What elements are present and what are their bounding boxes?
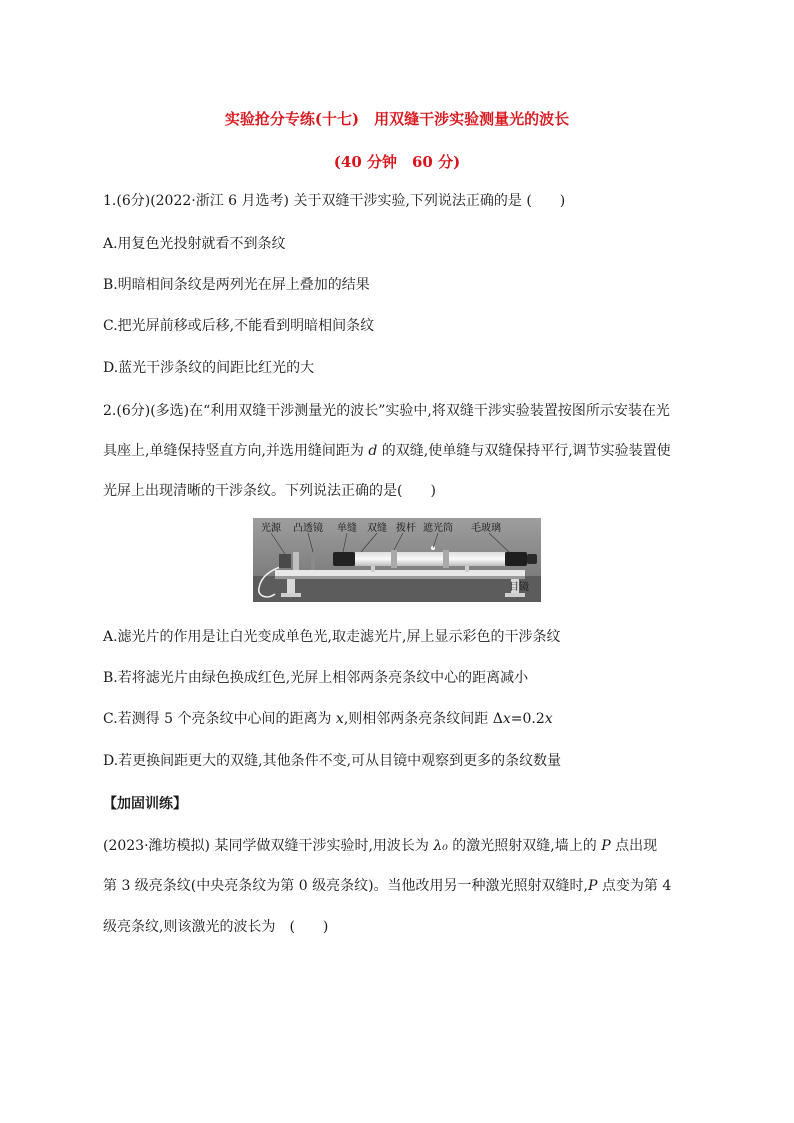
label-light-source: 光源 — [261, 523, 281, 534]
page-title: 实验抢分专练(十七) 用双缝干涉实验测量光的波长 — [224, 110, 570, 128]
label-convex-lens: 凸透镜 — [293, 523, 323, 534]
label-light-shield-tube: 遮光筒 — [423, 523, 453, 534]
question-1-stem: 1.(6分)(2022·浙江 6 月选考) 关于双缝干涉实验,下列说法正确的是 ( ) — [103, 193, 566, 209]
variable-p: P — [601, 838, 611, 854]
label-double-slit: 双缝 — [367, 523, 387, 534]
label-eyepiece: 目镜 — [509, 582, 529, 593]
variable-d: d — [368, 443, 378, 459]
question-2-stem-line-2 — [103, 441, 703, 461]
variable-x: x — [502, 711, 511, 727]
question-3-line-3: 级亮条纹,则该激光的波长为 ( ) — [103, 919, 329, 935]
q2-option-c — [103, 709, 703, 729]
text-segment: 的双缝,使单缝与双缝保持平行,调节实验装置使 — [377, 443, 671, 459]
label-frosted-glass: 毛玻璃 — [471, 523, 501, 534]
text-segment: 点出现 — [610, 838, 658, 854]
text-segment: 具座上,单缝保持竖直方向,并选用缝间距为 — [103, 443, 369, 459]
text-segment: ,则相邻两条亮条纹间距 Δ — [343, 711, 503, 727]
q2-option-d: D.若更换间距更大的双缝,其他条件不变,可从目镜中观察到更多的条纹数量 — [103, 753, 562, 769]
page-subtitle: (40 分钟 60 分) — [333, 153, 461, 171]
text-segment: C.若测得 5 个亮条纹中心间的距离为 — [103, 711, 336, 727]
variable-lambda-0: λ₀ — [433, 838, 448, 854]
question-3-line-1 — [103, 836, 703, 856]
text-segment: 第 3 级亮条纹(中央亮条纹为第 0 级亮条纹)。当他改用另一种激光照射双缝时, — [103, 878, 588, 894]
text-segment: 的激光照射双缝,墙上的 — [447, 838, 602, 854]
q1-option-b: B.明暗相间条纹是两列光在屏上叠加的结果 — [103, 277, 370, 293]
question-2-stem-line-3: 光屏上出现清晰的干涉条纹。下列说法正确的是( ) — [103, 483, 436, 499]
q1-option-a: A.用复色光投射就看不到条纹 — [103, 236, 286, 252]
double-slit-apparatus-photo — [253, 518, 541, 602]
label-lever: 拨杆 — [396, 523, 416, 534]
section-reinforcement-heading: 【加固训练】 — [103, 796, 187, 812]
text-segment: =0.2 — [510, 711, 545, 727]
q2-option-a: A.滤光片的作用是让白光变成单色光,取走滤光片,屏上显示彩色的干涉条纹 — [103, 629, 561, 645]
text-segment: 点变为第 4 — [597, 878, 672, 894]
variable-x: x — [544, 711, 553, 727]
q1-option-d: D.蓝光干涉条纹的间距比红光的大 — [103, 360, 315, 376]
question-2-stem-line-1: 2.(6分)(多选)在“利用双缝干涉测量光的波长”实验中,将双缝干涉实验装置按图所示安装在光 — [103, 403, 670, 419]
variable-x: x — [335, 711, 344, 727]
variable-p: P — [588, 878, 598, 894]
q2-option-b: B.若将滤光片由绿色换成红色,光屏上相邻两条亮条纹中心的距离减小 — [103, 670, 529, 686]
q1-option-c: C.把光屏前移或后移,不能看到明暗相间条纹 — [103, 318, 375, 334]
label-single-slit: 单缝 — [337, 523, 357, 534]
text-segment: (2023·潍坊模拟) 某同学做双缝干涉实验时,用波长为 — [103, 838, 434, 854]
question-3-line-2 — [103, 876, 703, 896]
